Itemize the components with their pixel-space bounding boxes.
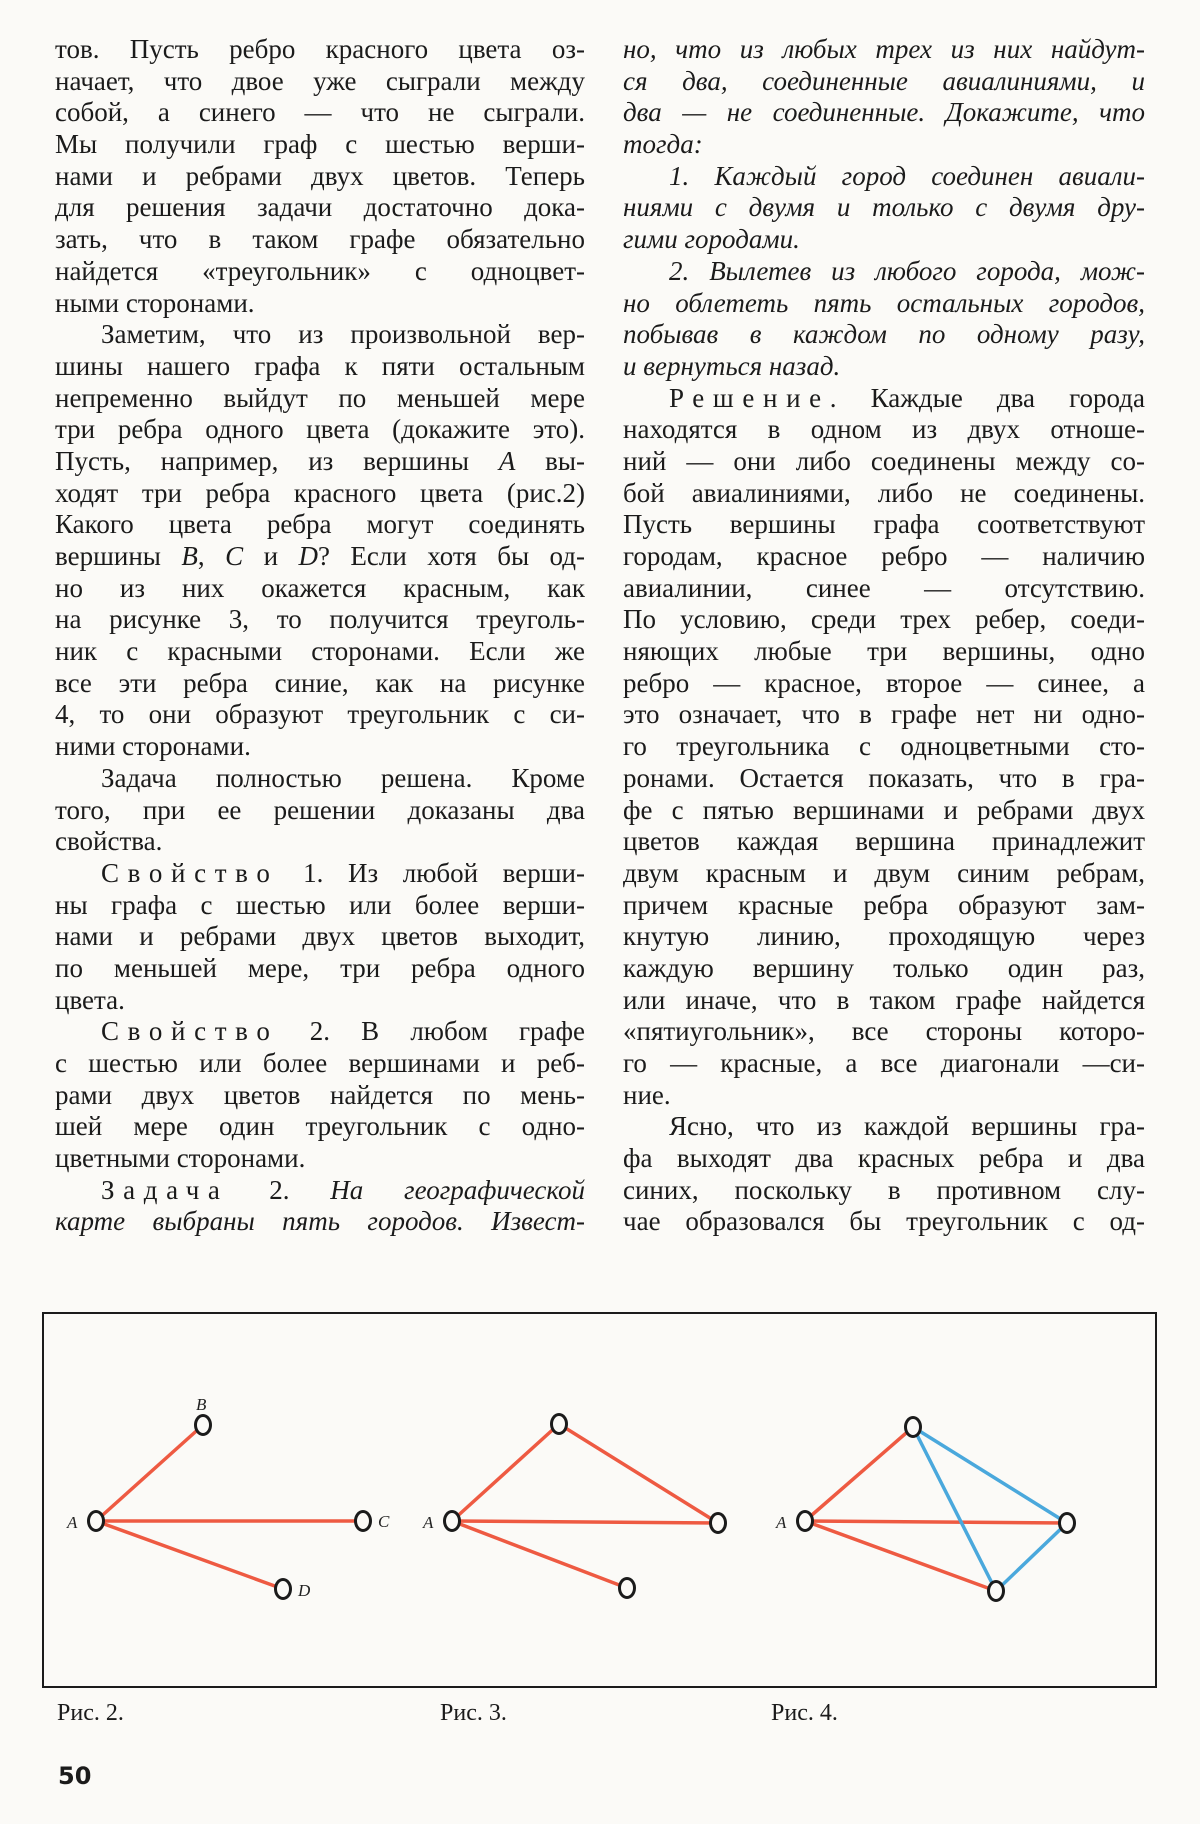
label-a-fig3: A [423, 1513, 434, 1532]
caption-fig4: Рис. 4. [771, 1700, 838, 1726]
text-segment: шей мере один треугольник с одно- [55, 1111, 585, 1142]
text-segment: с шестью или более вершинами и реб- [55, 1048, 585, 1078]
text-segment: ся два, соединенные авиалиниями, и [623, 65, 1145, 96]
red-edge [452, 1521, 627, 1588]
page-number: 50 [58, 1762, 92, 1790]
figure-frame [43, 1313, 1156, 1687]
text-segment: ние. [623, 1079, 671, 1110]
text-segment: вы- [515, 445, 585, 476]
text-segment: ребро — красное, второе — синее, а [623, 667, 1145, 698]
text-segment: фа выходят два красных ребра и два [623, 1143, 1145, 1174]
text-segment: Решение [669, 382, 830, 413]
text-segment: D [298, 541, 318, 571]
caption-fig2: Рис. 2. [57, 1700, 124, 1726]
graph-vertex [445, 1512, 460, 1531]
text-segment: Свойство [101, 1016, 279, 1047]
red-edge [96, 1521, 283, 1589]
text-segment: но, что из любых трех из них найдут- [623, 34, 1145, 64]
text-segment: собой, а синего — что не сыграли. [55, 97, 585, 128]
text-segment: шины нашего графа к пяти остальным [55, 350, 585, 381]
text-segment: тов. Пусть ребро красного цвета оз- [55, 34, 585, 64]
label-a-fig2: A [67, 1513, 78, 1532]
graph-vertex [276, 1580, 291, 1599]
text-segment: но из них окажется красным, как [55, 572, 585, 603]
text-segment: Задача [101, 1174, 229, 1205]
text-segment: A [498, 445, 516, 476]
text-segment: гими городами. [623, 224, 800, 255]
text-segment: 2. В любом графе [278, 1016, 585, 1047]
text-segment: начает, что двое уже сыграли между [55, 65, 585, 96]
text-segment: по меньшей мере, три ребра одного [55, 952, 585, 983]
graph-vertex [196, 1416, 211, 1435]
graph-vertex [620, 1579, 635, 1598]
text-segment: зать, что в таком графе обязательно [55, 224, 585, 255]
text-segment: синих, поскольку в противном слу- [623, 1174, 1145, 1205]
text-segment: Задача полностью решена. Кроме [101, 762, 585, 793]
text-segment: вершины [55, 541, 182, 571]
text-segment: . Каждые два города [829, 382, 1145, 413]
text-segment: Мы получили граф с шестью верши- [55, 129, 585, 160]
text-segment: 2. Вылетев из любого города, мож- [669, 255, 1145, 286]
text-segment: няющих любые три вершины, одно [623, 636, 1145, 667]
text-segment: двум красным и двум синим ребрам, [623, 857, 1145, 888]
text-segment: три ребра одного цвета (докажите это). [55, 414, 585, 445]
text-segment: ходят три ребра красного цвета (рис.2) [55, 477, 585, 508]
text-segment: непременно выйдут по меньшей мере [55, 382, 585, 413]
red-edge [559, 1424, 718, 1523]
caption-fig3: Рис. 3. [440, 1700, 507, 1726]
text-segment: для решения задачи достаточно дока- [55, 192, 585, 223]
text-segment: ник с красными сторонами. Если же [55, 636, 585, 667]
text-segment: ними сторонами. [55, 731, 251, 762]
red-edge [452, 1424, 559, 1521]
text-segment: все эти ребра синие, как на рисунке [55, 667, 585, 698]
text-segment: 1. Из любой верши- [278, 857, 585, 888]
text-segment: цветными сторонами. [55, 1143, 306, 1174]
text-segment: цветов каждая вершина принадлежит [623, 826, 1145, 857]
text-segment: городам, красное ребро — наличию [623, 541, 1145, 571]
label-a-fig4: A [776, 1513, 787, 1532]
text-segment: каждую вершину только один раз, [623, 952, 1145, 983]
graph-vertex [906, 1418, 921, 1437]
text-segment: того, при ее решении доказаны два [55, 794, 585, 825]
text-segment: Заметим, что из произвольной вер- [101, 319, 585, 350]
red-edge [805, 1427, 913, 1521]
text-segment: авиалинии, синее — отсутствию. [623, 572, 1145, 603]
text-segment: нами и ребрами двух цветов. Теперь [55, 160, 585, 191]
label-b: B [196, 1395, 207, 1414]
red-edge [96, 1425, 203, 1521]
text-segment: найдется «треугольник» с одноцвет- [55, 255, 585, 286]
text-segment: C [225, 541, 244, 571]
text-segment: «пятиугольник», все стороны которо- [623, 1016, 1145, 1047]
text-segment: на рисунке 3, то получится треуголь- [55, 604, 585, 635]
graph-vertex [1060, 1514, 1075, 1533]
text-segment: B [181, 541, 198, 571]
text-segment: нами и ребрами двух цветов выходит, [55, 921, 585, 952]
text-segment: это означает, что в графе нет ни одно- [623, 699, 1145, 730]
label-c: C [378, 1512, 390, 1531]
text-segment: На географической [330, 1174, 585, 1205]
text-segment: карте выбраны пять городов. Извест- [55, 1206, 585, 1237]
text-segment: но облететь пять остальных городов, [623, 287, 1145, 318]
text-segment: Пусть вершины графа соответствуют [623, 509, 1145, 540]
text-segment: Свойство [101, 857, 279, 888]
text-segment: или иначе, что в таком графе найдется [623, 984, 1145, 1015]
text-segment: ний — они либо соединены между со- [623, 445, 1145, 476]
label-d: D [298, 1581, 311, 1600]
text-segment: , [197, 541, 226, 571]
text-segment: По условию, среди трех ребер, соеди- [623, 604, 1145, 635]
text-segment: фе с пятью вершинами и ребрами двух [623, 794, 1145, 825]
text-segment: го — красные, а все диагонали —си- [623, 1048, 1145, 1078]
text-segment: Какого цвета ребра могут соединять [55, 509, 585, 540]
graph-vertex [89, 1512, 104, 1531]
text-segment: свойства. [55, 826, 163, 857]
text-segment: кнутую линию, проходящую через [623, 921, 1145, 952]
blue-edge [996, 1523, 1067, 1591]
text-segment: чае образовался бы треугольник с од- [623, 1206, 1145, 1237]
text-segment: Пусть, например, из вершины [55, 445, 499, 476]
text-segment: два — не соединенные. Докажите, что [623, 97, 1145, 128]
text-segment: и [243, 541, 299, 571]
graph-vertex [798, 1512, 813, 1531]
graph-vertex [711, 1514, 726, 1533]
text-segment: рами двух цветов найдется по мень- [55, 1079, 585, 1110]
text-segment: причем красные ребра образуют зам- [623, 889, 1145, 920]
text-segment: Ясно, что из каждой вершины гра- [669, 1111, 1145, 1142]
text-segment: находятся в одном из двух отноше- [623, 414, 1145, 445]
text-segment: и вернуться назад. [623, 350, 841, 381]
text-segment: тогда: [623, 129, 703, 160]
text-segment: ными сторонами. [55, 287, 255, 318]
text-segment: бой авиалиниями, либо не соединены. [623, 477, 1145, 508]
red-edge [452, 1521, 718, 1523]
graph-vertex [552, 1415, 567, 1434]
text-segment: цвета. [55, 984, 125, 1015]
graph-vertex [356, 1512, 371, 1531]
text-segment: 2. [228, 1174, 331, 1205]
text-segment: ниями с двумя и только с двумя дру- [623, 192, 1145, 223]
text-segment: ронами. Остается показать, что в гра- [623, 762, 1145, 793]
text-segment: побывав в каждом по одному разу, [623, 319, 1145, 350]
text-segment: 4, то они образуют треугольник с си- [55, 699, 585, 730]
graph-vertex [989, 1582, 1004, 1601]
red-edge [805, 1521, 1067, 1523]
text-segment: 1. Каждый город соединен авиали- [669, 160, 1145, 191]
text-segment: го треугольника с одноцветными сто- [623, 731, 1145, 762]
text-segment: ны графа с шестью или более верши- [55, 889, 585, 920]
text-segment: ? Если хотя бы од- [317, 541, 586, 571]
